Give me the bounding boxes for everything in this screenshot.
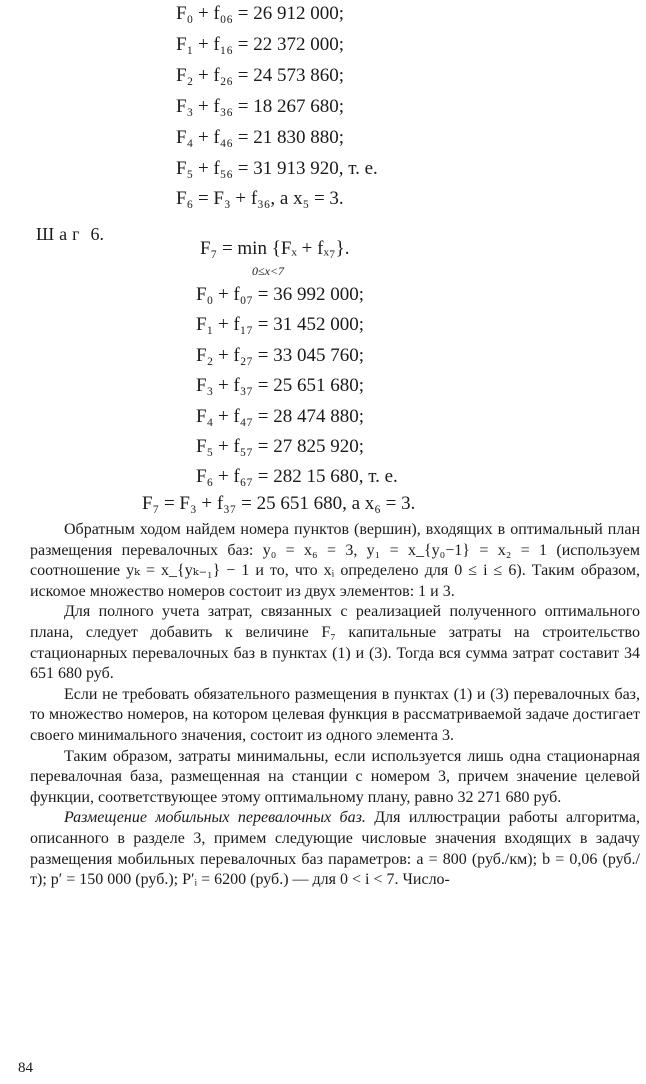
paragraph-text: Для иллюстрации работы алгоритма, описанного в разделе 3, примем следующие числовые значения входящих в задачу размещения мобильных перевалочных баз параметров: a = 800 (руб./км); b = 0,06 (руб./т); p′ = 150 000 (руб.); P′ᵢ = 6200 (руб.) — для 0 < i < 7. Число-	[30, 809, 640, 889]
step-number: 6.	[90, 224, 105, 244]
min-subscript: 0≤x<7	[252, 264, 285, 278]
equation: F₁ + f₁₇ = 31 452 000;	[196, 314, 364, 335]
equation: F₆ + f₆₇ = 282 15 680, т. е.	[196, 466, 398, 487]
paragraph	[30, 808, 640, 890]
equation: F₇ = F₃ + f₃₇ = 25 651 680, а x₆ = 3.	[142, 493, 416, 514]
equation: F₆ = F₃ + f₃₆, а x₅ = 3.	[176, 188, 344, 209]
step-label: Шаг	[36, 224, 85, 244]
equation: F₁ + f₁₆ = 22 372 000;	[176, 34, 344, 55]
equation: F₂ + f₂₇ = 33 045 760;	[196, 345, 364, 366]
equation: F₃ + f₃₇ = 25 651 680;	[196, 375, 364, 396]
equation: F₅ + f₅₇ = 27 825 920;	[196, 436, 364, 457]
paragraph: Если не требовать обязательного размещения в пунктах (1) и (3) перевалочных баз, то множество номеров, на котором целевая функция в рассматриваемой задаче достигает своего минимального значения, состоит из одного элемента 3.	[30, 685, 640, 744]
equation: F₂ + f₂₆ = 24 573 860;	[176, 65, 344, 86]
paragraph: Обратным ходом найдем номера пунктов (вершин), входящих в оптимальный план размещения перевалочных баз: y₀ = x₆ = 3, y₁ = x_{y₀−1} = x₂ = 1 (используем соотношение yₖ = x_{yₖ₋₁} − 1 и то, что xᵢ определено для 0 ≤ i ≤ 6). Таким образом, искомое множество номеров состоит из двух элементов: 1 и 3.	[30, 521, 640, 600]
equation: F₄ + f₄₆ = 21 830 880;	[176, 127, 344, 148]
paragraph: Таким образом, затраты минимальны, если используется лишь одна стационарная перевалочная база, размещенная на станции с номером 3, причем значение целевой функции, соответствующее этому оптимальному плану, равно 32 271 680 руб.	[30, 747, 640, 806]
equation: F₅ + f₅₆ = 31 913 920, т. е.	[176, 158, 378, 179]
section-title: Размещение мобильных перевалочных баз.	[64, 809, 366, 827]
paragraph: Для полного учета затрат, связанных с реализацией полученного оптимального плана, следует добавить к величине F₇ капитальные затраты на строительство стационарных перевалочных баз в пунктах (1) и (3). Тогда вся сумма затрат составит 34 651 680 руб.	[30, 603, 640, 683]
equation: F₃ + f₃₆ = 18 267 680;	[176, 96, 344, 117]
body-text	[30, 520, 640, 891]
equation: F₀ + f₀₆ = 26 912 000;	[176, 3, 344, 24]
equation: F₄ + f₄₇ = 28 474 880;	[196, 406, 364, 427]
equation: F₀ + f₀₇ = 36 992 000;	[196, 284, 364, 305]
page-number: 84	[18, 1060, 33, 1076]
step-heading	[36, 224, 104, 245]
min-expression: F₇ = min {Fₓ + fₓ₇}.	[200, 238, 350, 259]
